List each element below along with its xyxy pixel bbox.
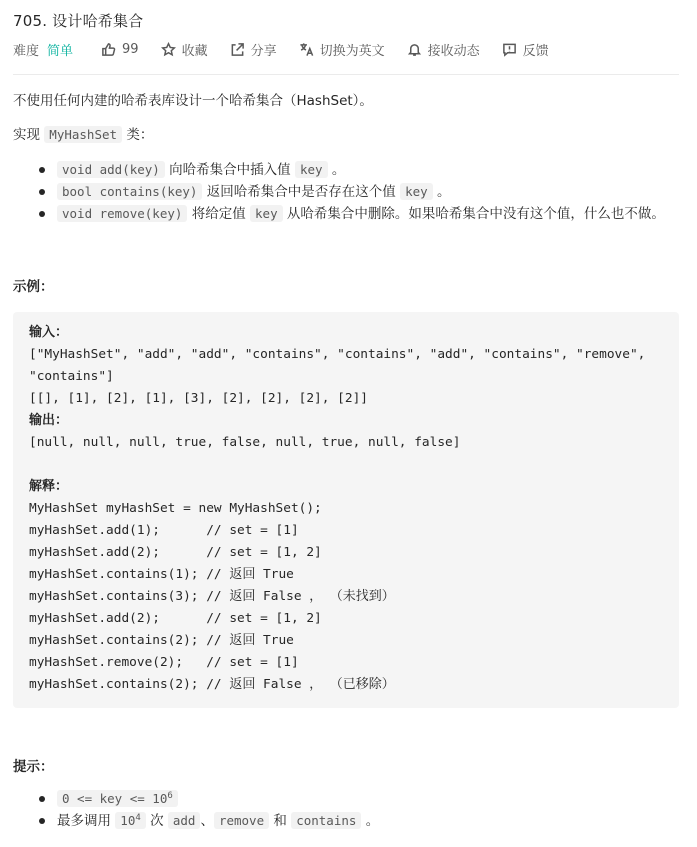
explain-line: myHashSet.contains(1); // <box>29 567 230 582</box>
problem-title: 705. 设计哈希集合 <box>13 12 144 30</box>
input-line: [[], [1], [2], [1], [3], [2], [2], [2], [2]] <box>29 391 368 406</box>
key-code: key <box>250 205 283 222</box>
explain-note: 返回 <box>229 633 256 648</box>
explain-label: 解释： <box>29 479 69 494</box>
example-code-block <box>13 312 679 708</box>
share-icon <box>230 42 245 57</box>
switch-language-label: 切换为英文 <box>319 43 385 59</box>
feedback-icon <box>502 42 517 57</box>
problem-meta-bar <box>13 40 571 58</box>
input-line: "contains"] <box>29 369 114 384</box>
call-limit-exponent: 4 <box>135 812 141 823</box>
share-button[interactable] <box>230 40 277 59</box>
switch-language-button[interactable] <box>299 40 385 59</box>
implement-prefix: 实现 <box>13 127 40 143</box>
method-list <box>13 159 679 225</box>
call-limit-base: 10 <box>120 813 136 828</box>
explain-note: 返回 <box>229 567 256 582</box>
explain-line: myHashSet.contains(2); // <box>29 633 230 648</box>
share-label: 分享 <box>250 43 277 59</box>
subscribe-button[interactable] <box>407 40 480 59</box>
feedback-button[interactable] <box>502 40 549 59</box>
constraint-code <box>57 790 178 807</box>
implement-text <box>13 124 153 146</box>
add-code: add <box>168 812 201 829</box>
method-item <box>13 181 679 203</box>
difficulty-label: 难度 <box>13 43 40 59</box>
constraint-text: 0 <= key <= 10 <box>62 791 168 806</box>
call-limit-code <box>115 812 145 829</box>
method-text: 返回哈希集合中是否存在这个值 <box>206 184 396 200</box>
class-name-code: MyHashSet <box>44 126 122 143</box>
thumbs-up-icon <box>101 42 116 57</box>
method-item <box>13 159 679 181</box>
explain-line: myHashSet.add(2); // set = [1, 2] <box>29 545 322 560</box>
hints-title: 提示： <box>13 759 54 775</box>
explain-note: 返回 <box>229 677 256 692</box>
method-text: 将给定值 <box>191 206 246 222</box>
method-signature: void add(key) <box>57 161 165 178</box>
bell-icon <box>407 42 422 57</box>
output-label: 输出： <box>29 413 69 428</box>
contains-code: contains <box>291 812 361 829</box>
explain-line: myHashSet.add(1); // set = [1] <box>29 523 299 538</box>
hint-end: 。 <box>365 813 380 829</box>
method-text-end: 从哈希集合中删除。如果哈希集合中没有这个值，什么也不做。 <box>286 206 665 222</box>
input-label: 输入： <box>29 325 69 340</box>
explain-line: MyHashSet myHashSet = new MyHashSet(); <box>29 501 322 516</box>
explain-tail: True <box>255 633 294 648</box>
implement-suffix: 类： <box>126 127 154 143</box>
constraint-exponent: 6 <box>167 790 173 801</box>
remove-code: remove <box>214 812 269 829</box>
feedback-label: 反馈 <box>522 43 549 59</box>
explain-line: myHashSet.contains(3); // <box>29 589 230 604</box>
method-item <box>13 203 679 225</box>
difficulty-badge: 简单 <box>47 43 74 59</box>
method-signature: bool contains(key) <box>57 183 202 200</box>
favorite-label: 收藏 <box>181 43 208 59</box>
method-signature: void remove(key) <box>57 205 187 222</box>
key-code: key <box>295 161 328 178</box>
explain-tail: False ， <box>255 677 323 692</box>
hints-list <box>13 788 679 832</box>
explain-tail: False ， <box>255 589 323 604</box>
example-title: 示例： <box>13 279 54 295</box>
hint-and: 和 <box>273 813 287 829</box>
explain-extra: （未找到） <box>329 589 395 604</box>
input-line: ["MyHashSet", "add", "add", "contains", "contains", "add", "contains", "remove", <box>29 347 646 362</box>
favorite-button[interactable] <box>161 40 208 59</box>
intro-text: 不使用任何内建的哈希表库设计一个哈希集合（HashSet）。 <box>13 93 373 109</box>
hint-item <box>13 788 679 810</box>
key-code: key <box>400 183 433 200</box>
like-count: 99 <box>122 41 139 57</box>
explain-extra: （已移除） <box>329 677 395 692</box>
hint-prefix: 最多调用 <box>57 813 111 829</box>
translate-icon <box>299 42 314 57</box>
method-text: 向哈希集合中插入值 <box>169 162 291 178</box>
like-button[interactable] <box>101 42 139 57</box>
explain-line: myHashSet.remove(2); // set = [1] <box>29 655 299 670</box>
hint-sep: 、 <box>200 813 214 829</box>
method-text-end: 。 <box>331 162 346 178</box>
explain-note: 返回 <box>229 589 256 604</box>
explain-tail: True <box>255 567 294 582</box>
star-icon <box>161 42 176 57</box>
hint-item <box>13 810 679 832</box>
output-line: [null, null, null, true, false, null, true, null, false] <box>29 435 461 450</box>
explain-line: myHashSet.add(2); // set = [1, 2] <box>29 611 322 626</box>
header-divider <box>13 74 679 75</box>
hint-mid: 次 <box>150 813 164 829</box>
subscribe-label: 接收动态 <box>427 43 480 59</box>
method-text-end: 。 <box>436 184 451 200</box>
explain-line: myHashSet.contains(2); // <box>29 677 230 692</box>
